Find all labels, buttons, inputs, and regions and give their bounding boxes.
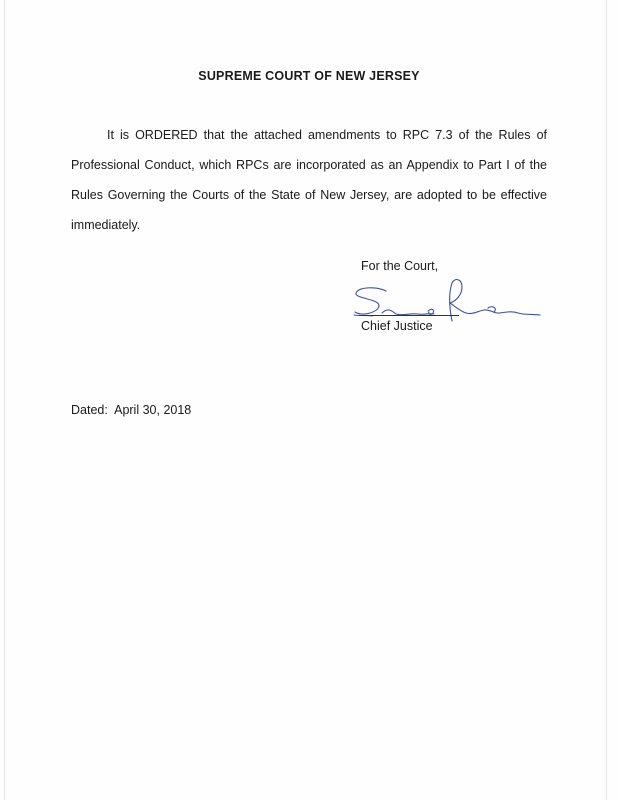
signature-line xyxy=(359,315,459,316)
dated-line xyxy=(71,403,191,417)
dated-label: Dated: xyxy=(71,403,108,417)
order-text: It is ORDERED that the attached amendments to RPC 7.3 of the Rules of Professional Conduct, which RPCs are incorporated as an Appendix to Part I of the Rules Governing the Courts of the State of New Jersey, are adopted to be effective immediately. xyxy=(71,128,547,232)
order-paragraph xyxy=(71,120,547,240)
closing-text: For the Court, xyxy=(361,259,439,273)
scan-edge-mark xyxy=(606,0,607,800)
signatory-title: Chief Justice xyxy=(361,319,433,333)
scan-edge-mark xyxy=(4,0,5,800)
document-heading: SUPREME COURT OF NEW JERSEY xyxy=(198,69,420,83)
dated-value: April 30, 2018 xyxy=(114,403,192,417)
